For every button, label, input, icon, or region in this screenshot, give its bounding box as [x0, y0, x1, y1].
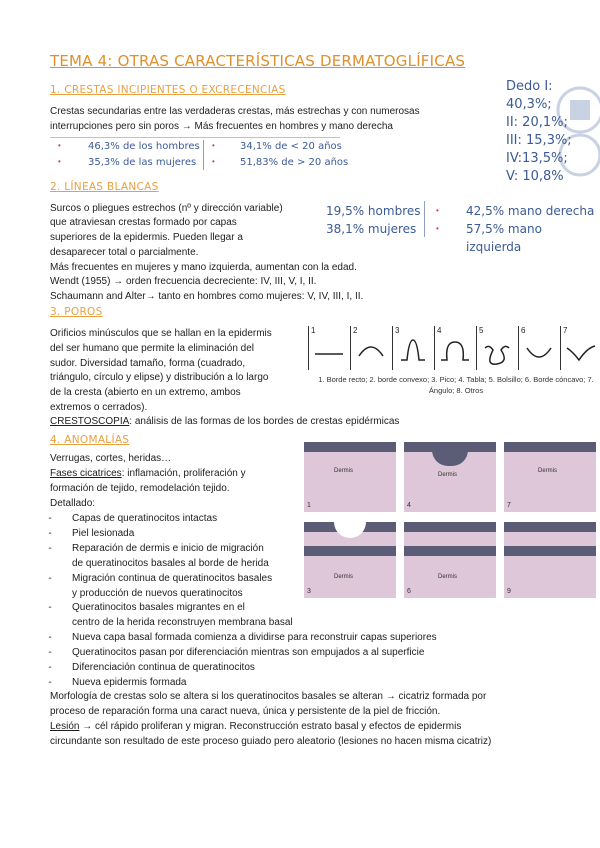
crestoscopia-term: CRESTOSCOPIA [50, 416, 130, 427]
panel-number: 3 [307, 588, 311, 595]
page-title: TEMA 4: OTRAS CARACTERÍSTICAS DERMATOGLÍFICAS [50, 52, 466, 70]
epidermis-layer [304, 442, 396, 452]
panel-number: 4 [407, 502, 411, 509]
bullet-dot: • [436, 224, 439, 233]
s2-stats-hand [466, 202, 600, 256]
section-4-heading: 4. ANOMALÍAS [50, 434, 130, 446]
bullet-dot: • [212, 157, 215, 166]
figure-number: 1 [311, 326, 316, 335]
s2-line-7: Schaumann and Alter→ tanto en hombres como mujeres: V, IV, III, I, II. [50, 291, 364, 302]
section-1-heading: 1. CRESTAS INCIPIENTES O EXCRECENCIAS [50, 84, 286, 96]
list-item-cont: centro de la herida reconstruyen membrana basal [72, 617, 293, 628]
s2-line-4: desaparecer total o parcialmente. [50, 247, 199, 258]
epidermis-layer [504, 442, 596, 452]
bullet-dot: • [212, 141, 215, 150]
crestoscopia-definition: : análisis de las formas de los bordes de crestas epidérmicas [129, 416, 400, 427]
finger-stat-1: Dedo I: 40,3%; [506, 79, 553, 112]
finger-stats [506, 78, 600, 186]
finger-stat-2: II: 20,1%; [506, 115, 568, 130]
list-dash: - [48, 632, 52, 643]
s2-line-3: superiores de la epidermis. Pueden llegar a [50, 232, 243, 243]
stats-divider [203, 140, 204, 170]
list-dash: - [48, 543, 52, 554]
s2-stat-women: 38,1% mujeres [326, 222, 417, 236]
list-item: Diferenciación continua de queratinocitos [72, 662, 255, 673]
finger-stat-3: III: 15,3%; [506, 133, 572, 148]
epidermis-layer [504, 522, 596, 532]
s4-line-4: Detallado: [50, 498, 96, 509]
histology-panel [404, 442, 496, 512]
list-item: Capas de queratinocitos intactas [72, 513, 218, 524]
s4-morph-2: proceso de reparación forma una caract nueva, única y persistente de la piel de fricción. [50, 706, 441, 717]
panel-number: 6 [407, 588, 411, 595]
list-item: Queratinocitos pasan por diferenciación mientras son empujados a al superficie [72, 647, 425, 658]
s1-stat-men: 46,3% de los hombres [88, 141, 200, 152]
s2-stats-divider [424, 201, 425, 237]
s2-line-5: Más frecuentes en mujeres y mano izquierda, aumentan con la edad. [50, 262, 357, 273]
s2-stat-men: 19,5% hombres [326, 204, 421, 218]
lesion-term: Lesión [50, 721, 80, 732]
s3-line-2: del ser humano que permite la eliminación del [50, 343, 255, 354]
s1-stat-under20: 34,1% de < 20 años [240, 141, 342, 152]
section-2-heading: 2. LÍNEAS BLANCAS [50, 181, 159, 193]
s1-stat-over20: 51,83% de > 20 años [240, 157, 349, 168]
wound-gap [334, 522, 366, 538]
section-3-heading: 3. POROS [50, 306, 103, 318]
histology-panel [504, 442, 596, 512]
epidermis-layer [404, 546, 496, 556]
s2-stat-left-hand: 57,5% mano izquierda [466, 222, 542, 254]
s2-line-6: Wendt (1955) → orden frecuencia decreciente: IV, III, V, I, II. [50, 276, 317, 287]
s3-line-6: extremos o cerrados). [50, 402, 148, 413]
histology-panel [304, 546, 396, 598]
wound-gap [432, 450, 468, 466]
histology-panel [404, 546, 496, 598]
list-dash: - [48, 513, 52, 524]
panel-number: 1 [307, 502, 311, 509]
s1-line-2: interrupciones pero sin poros → Más frecuentes en hombres y mano derecha [50, 121, 393, 132]
list-dash: - [48, 662, 52, 673]
dermis-label: Dermis [538, 468, 557, 474]
figure-number: 5 [479, 326, 484, 335]
list-dash: - [48, 677, 52, 688]
bullet-dot: • [58, 157, 61, 166]
dermis-label: Dermis [334, 468, 353, 474]
figure-number: 7 [563, 326, 568, 335]
s2-line-1: Surcos o pliegues estrechos (nº y dirección variable) [50, 203, 283, 214]
ridge-figure-caption: 1. Borde recto; 2. borde convexo; 3. Pico; 4. Tabla; 5. Bolsillo; 6. Borde cóncavo; 7. Ángulo; 8. Otros [318, 375, 594, 395]
fases-definition: : inflamación, proliferación y [121, 468, 246, 479]
figure-number: 2 [353, 326, 358, 335]
list-dash: - [48, 573, 52, 584]
s1-stat-women: 35,3% de las mujeres [88, 157, 197, 168]
dermis-label: Dermis [438, 472, 457, 478]
s4-line-3: formación de tejido, remodelación tejido. [50, 483, 230, 494]
list-item: Nueva epidermis formada [72, 677, 187, 688]
finger-stat-4: IV:13,5%; [506, 151, 568, 166]
s2-stats-sex [326, 202, 421, 238]
panel-number: 9 [507, 588, 511, 595]
finger-stat-5: V: 10,8% [506, 169, 564, 184]
list-item: Reparación de dermis e inicio de migración [72, 543, 264, 554]
bullet-dot: • [58, 141, 61, 150]
panel-number: 7 [507, 502, 511, 509]
dermis-label: Dermis [334, 574, 353, 580]
s3-line-1: Orificios minúsculos que se hallan en la epidermis [50, 328, 272, 339]
list-item-cont: y producción de nuevos queratinocitos [72, 588, 243, 599]
s4-line-1: Verrugas, cortes, heridas… [50, 453, 172, 464]
dermis-label: Dermis [438, 574, 457, 580]
s4-lesion-2: circundante son resultado de este proceso guiado pero aleatorio (lesiones no hacen misma cicatriz) [50, 736, 492, 747]
s4-fases [50, 466, 246, 481]
list-dash: - [48, 602, 52, 613]
epidermis-layer [504, 546, 596, 556]
fases-term: Fases cicatrices [50, 468, 122, 479]
list-item-cont: de queratinocitos basales al borde de herida [72, 558, 269, 569]
list-item: Nueva capa basal formada comienza a dividirse para reconstruir capas superiores [72, 632, 437, 643]
s3-line-5: de la cresta (abierto en un extremo, ambos [50, 387, 241, 398]
list-item: Piel lesionada [72, 528, 135, 539]
s2-stat-right-hand: 42,5% mano derecha [466, 204, 595, 218]
histology-panel [304, 442, 396, 512]
s1-stats-table [50, 137, 349, 172]
s3-line-4: triángulo, círculo y elipse) y distribución a lo largo [50, 372, 269, 383]
s2-line-2: que atraviesan crestas formado por capas [50, 217, 237, 228]
list-dash: - [48, 647, 52, 658]
lesion-definition: → cél rápido proliferan y migran. Reconstrucción estrato basal y efectos de epidermis [79, 721, 462, 732]
epidermis-layer [404, 522, 496, 532]
list-item: Migración continua de queratinocitos basales [72, 573, 273, 584]
s1-line-1: Crestas secundarias entre las verdaderas crestas, más estrechas y con numerosas [50, 106, 420, 117]
s3-crestoscopia [50, 414, 399, 429]
s4-lesion [50, 719, 461, 734]
ridge-edge-shapes-figure [308, 326, 600, 376]
wound-healing-row-3 [304, 546, 600, 602]
figure-number: 6 [521, 326, 526, 335]
list-dash: - [48, 528, 52, 539]
s3-line-3: sudor. Diversidad tamaño, forma (cuadrado, [50, 358, 246, 369]
histology-panel [504, 546, 596, 598]
figure-number: 4 [437, 326, 442, 335]
list-item: Queratinocitos basales migrantes en el [72, 602, 245, 613]
epidermis-layer [304, 546, 396, 556]
bullet-dot: • [436, 206, 439, 215]
s4-morph-1: Morfología de crestas solo se altera si los queratinocitos basales se alteran → cicatriz formada por [50, 691, 487, 702]
figure-number: 3 [395, 326, 400, 335]
